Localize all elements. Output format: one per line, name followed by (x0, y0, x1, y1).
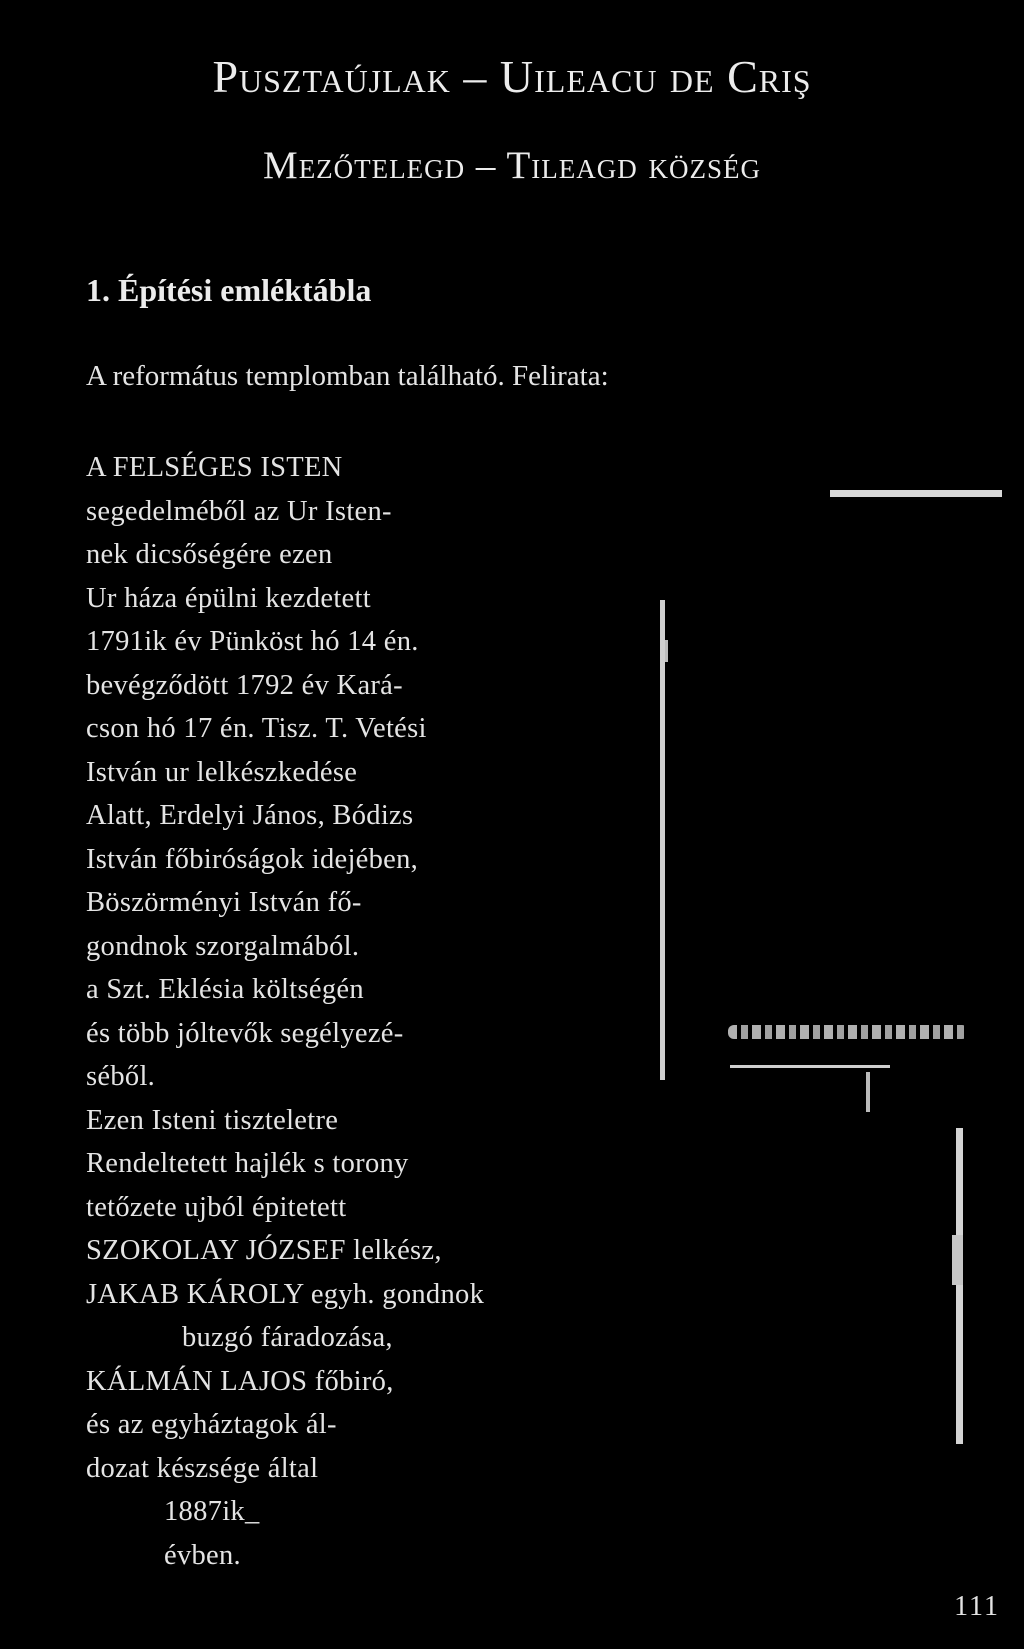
inscription-line: a Szt. Eklésia költségén (86, 974, 364, 1005)
inscription-line: cson hó 17 én. Tisz. T. Vetési (86, 713, 427, 744)
inscription-line: segedelméből az Ur Isten- (86, 495, 392, 527)
page-number: 111 (954, 1591, 1000, 1622)
inscription-line: nek dicsőségére ezen (86, 539, 333, 570)
inscription-line: és az egyháztagok ál- (86, 1409, 337, 1440)
inscription-line: 1887ik_ (164, 1496, 260, 1527)
page-subtitle: Mezőtelegd – Tileagd község (263, 144, 761, 187)
decorative-mark (866, 1072, 870, 1112)
inscription-line: buzgó fáradozása, (182, 1322, 393, 1353)
inscription-line: Rendeltetett hajlék s torony (86, 1148, 409, 1179)
inscription-line: évben. (164, 1539, 241, 1571)
section-heading: 1. Építési emléktábla (86, 272, 372, 308)
decorative-vertical-line (956, 1128, 963, 1444)
decorative-scribble (728, 1025, 968, 1039)
inscription-text (86, 446, 646, 1577)
inscription-line: KÁLMÁN LAJOS főbiró, (86, 1365, 394, 1397)
inscription-line: 1791ik év Pünköst hó 14 én. (86, 626, 419, 657)
page-title: Pusztaújlak – Uileacu de Criş (212, 51, 812, 102)
inscription-line: séből. (86, 1061, 156, 1092)
decorative-mark (952, 1235, 963, 1285)
inscription-line: István ur lelkészkedése (86, 756, 358, 788)
inscription-line: Alatt, Erdelyi János, Bódizs (86, 800, 414, 831)
decorative-mark (665, 640, 668, 662)
inscription-line: A FELSÉGES ISTEN (86, 452, 343, 483)
inscription-line: dozat készsége által (86, 1452, 319, 1484)
decorative-rule (830, 490, 1002, 497)
section-intro: A református templomban található. Felirata: (86, 360, 609, 392)
inscription-line: tetőzete ujból épitetett (86, 1191, 347, 1223)
decorative-vertical-line (660, 600, 665, 1080)
inscription-line: István főbiróságok idejében, (86, 843, 419, 875)
inscription-line: SZOKOLAY JÓZSEF lelkész, (86, 1235, 442, 1266)
inscription-line: és több jóltevők segélyezé- (86, 1017, 404, 1049)
inscription-line: bevégződött 1792 év Kará- (86, 669, 403, 701)
inscription-line: gondnok szorgalmából. (86, 930, 360, 962)
inscription-line: Ur háza épülni kezdetett (86, 582, 371, 614)
inscription-line: JAKAB KÁROLY egyh. gondnok (86, 1278, 485, 1310)
inscription-line: Böszörményi István fő- (86, 887, 362, 918)
decorative-rule (730, 1065, 890, 1068)
inscription-line: Ezen Isteni tiszteletre (86, 1104, 339, 1136)
